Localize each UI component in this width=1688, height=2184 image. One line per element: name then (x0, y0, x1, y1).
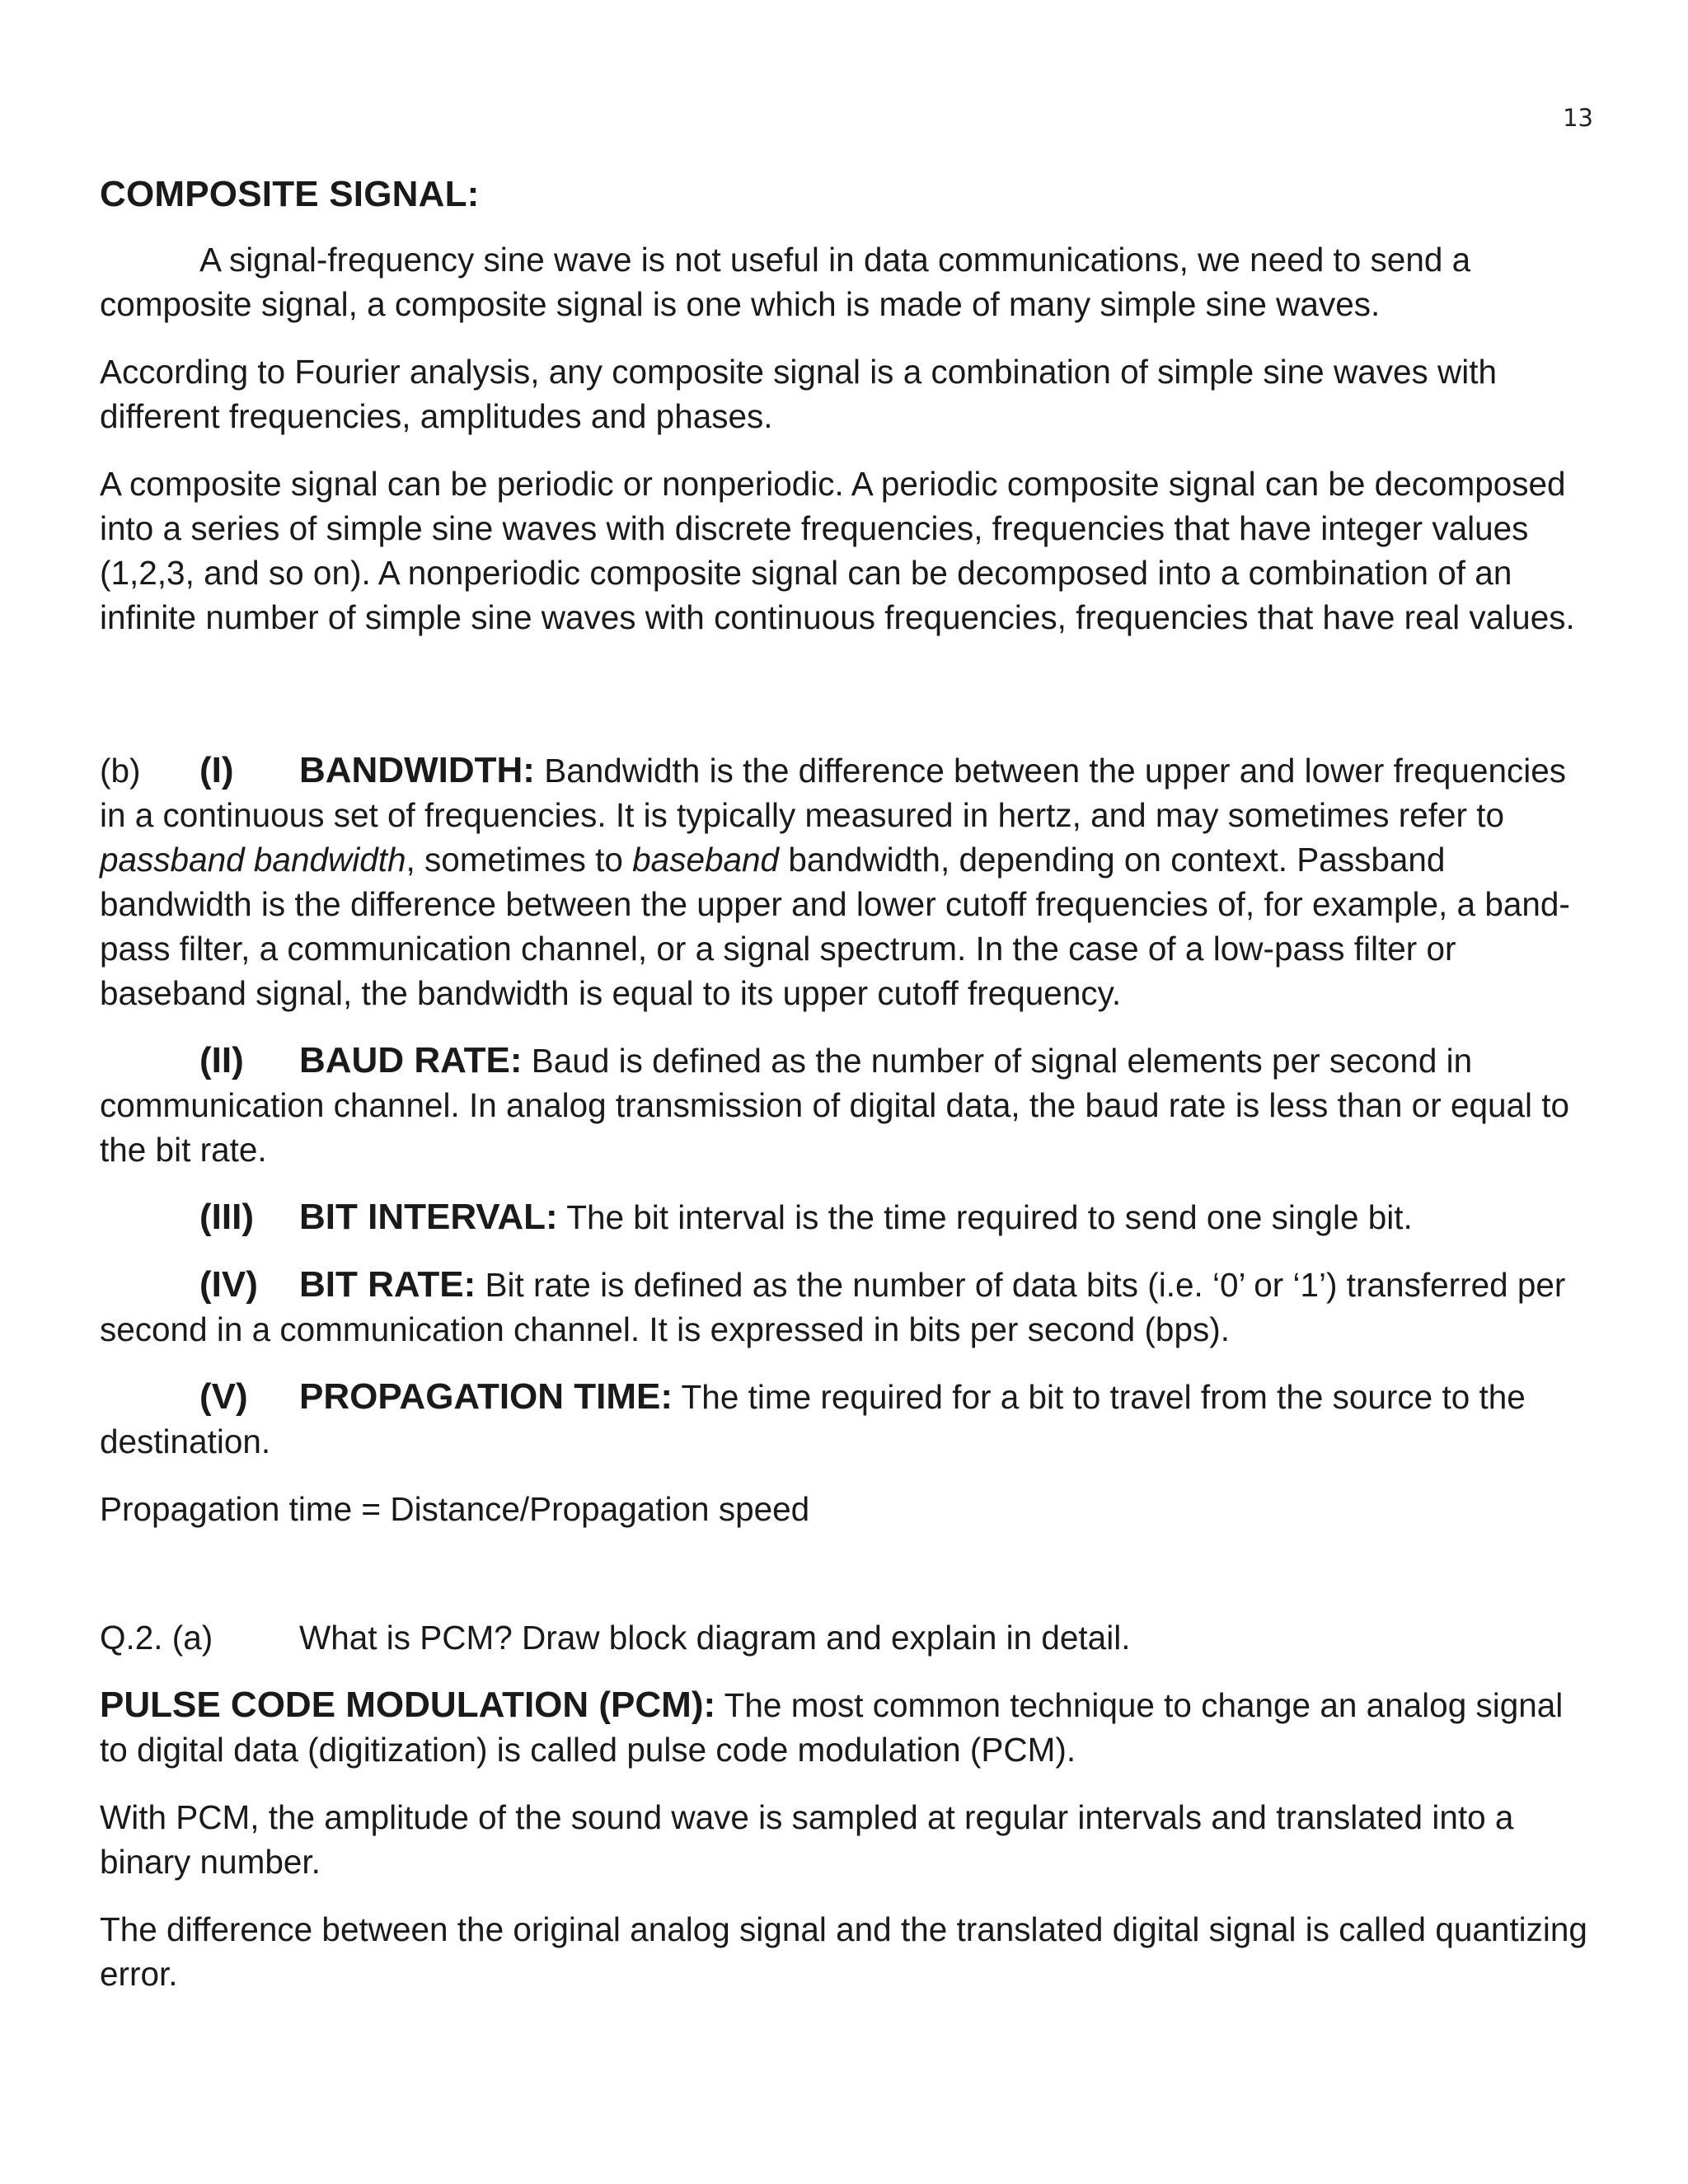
section-spacer (100, 663, 1593, 748)
composite-paragraph-3: A composite signal can be periodic or nonperiodic. A periodic composite signal can be decomposed into a series of simple sine waves with discrete frequencies, frequencies that have integer values (1,2,3, and so on). A nonperiodic composite signal can be decomposed into a combination of an infinite number of simple sine waves with continuous frequencies, frequencies that have real values. (100, 465, 1575, 636)
pcm-paragraph-1 (100, 1683, 1593, 1772)
propagation-text: The time required for a bit to travel from the source to the destination. (100, 1378, 1526, 1460)
roman-numeral-v: (V) (199, 1376, 248, 1417)
bandwidth-italic-baseband: baseband (632, 841, 780, 879)
composite-paragraph-1: A signal-frequency sine wave is not useful in data communications, we need to send a composite signal, a composite signal is one which is made of many simple sine waves. (100, 241, 1471, 323)
pcm-paragraph-2: With PCM, the amplitude of the sound wave is sampled at regular intervals and translated into a binary number. (100, 1798, 1514, 1881)
propagation-formula: Propagation time = Distance/Propagation speed (100, 1490, 810, 1528)
pcm-paragraph-3: The difference between the original analog signal and the translated digital signal is called quantizing error. (100, 1910, 1587, 1993)
bit-rate-term: BIT RATE: (299, 1264, 476, 1305)
question-label: Q.2. (a) (100, 1619, 213, 1657)
roman-numeral-iv: (IV) (199, 1264, 258, 1305)
composite-signal-heading: COMPOSITE SIGNAL: (100, 174, 480, 214)
bit-rate-text: Bit rate is defined as the number of data bits (i.e. ‘0’ or ‘1’) transferred per second in a communication channel. It is expressed in bits per second (bps). (100, 1266, 1566, 1348)
bit-interval-paragraph (100, 1195, 1593, 1240)
pcm-text: The most common technique to change an analog signal to digital data (digitization) is called pulse code modulation (PCM). (100, 1686, 1564, 1769)
bandwidth-text-a: Bandwidth is the difference between the upper and lower frequencies in a continuous set of frequencies. It is typically measured in hertz, and may sometimes refer to (100, 752, 1567, 834)
question-text: What is PCM? Draw block diagram and explain in detail. (299, 1619, 1131, 1657)
bandwidth-paragraph (100, 748, 1593, 1015)
bandwidth-text-b: , sometimes to (406, 841, 633, 879)
pcm-term: PULSE CODE MODULATION (PCM): (100, 1685, 716, 1725)
part-b-label: (b) (100, 752, 141, 790)
bit-interval-text: The bit interval is the time required to send one single bit. (557, 1198, 1413, 1236)
baud-rate-text: Baud is defined as the number of signal elements per second in communication channel. In analog transmission of digital data, the baud rate is less than or equal to the bit rate. (100, 1042, 1570, 1169)
roman-numeral-ii: (II) (199, 1040, 244, 1080)
roman-numeral-i: (I) (199, 750, 234, 790)
bandwidth-italic-passband: passband bandwidth (100, 841, 406, 879)
baud-rate-term: BAUD RATE: (299, 1040, 523, 1080)
roman-numeral-iii: (III) (199, 1197, 254, 1237)
baud-rate-paragraph (100, 1038, 1593, 1172)
question-line (100, 1615, 1593, 1660)
bit-interval-term: BIT INTERVAL: (299, 1197, 558, 1237)
propagation-paragraph (100, 1375, 1593, 1464)
bit-rate-paragraph (100, 1263, 1593, 1352)
bandwidth-text-c: bandwidth, depending on context. Passband bandwidth is the difference between the upper and lower cutoff frequencies of, for example, a band-pass filter, a communication channel, or a signal spectrum. In the case of a low-pass filter or baseband signal, the bandwidth is equal to its upper cutoff frequency. (100, 841, 1570, 1012)
propagation-term: PROPAGATION TIME: (299, 1376, 673, 1417)
section-spacer-2 (100, 1554, 1593, 1615)
bandwidth-term: BANDWIDTH: (299, 750, 535, 790)
page-content (100, 171, 1593, 2019)
page-number: 13 (1563, 104, 1593, 132)
composite-paragraph-2: According to Fourier analysis, any composite signal is a combination of simple sine waves with different frequencies, amplitudes and phases. (100, 353, 1498, 435)
